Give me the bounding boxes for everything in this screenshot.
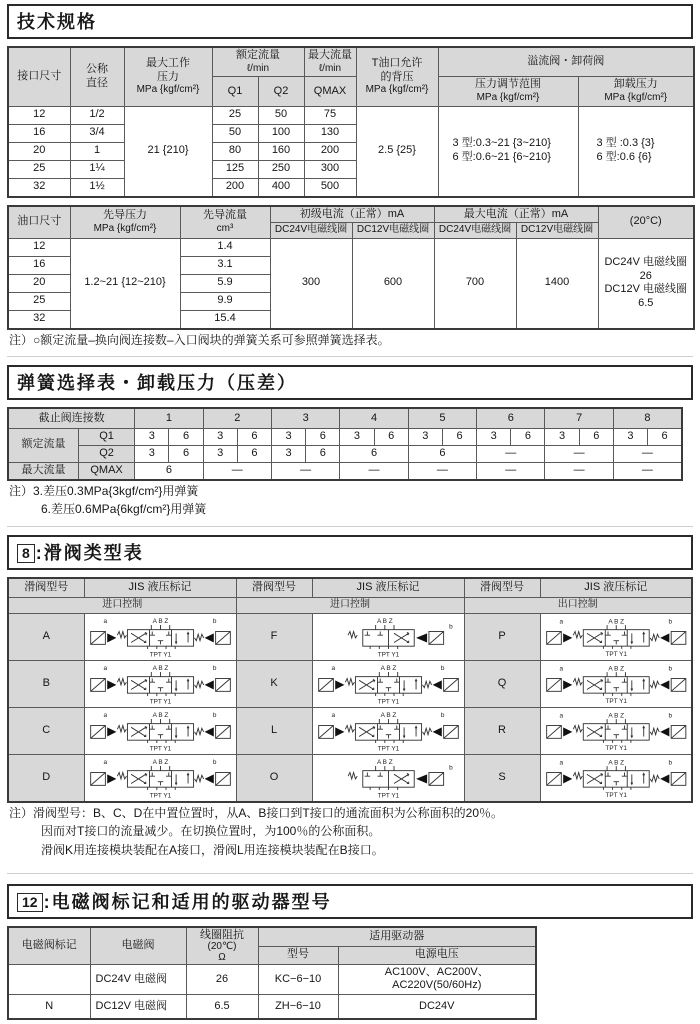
ports-tpt-label: TPT Y1 [377,792,399,800]
symbol-cell [84,707,236,754]
col-unload-pressure [578,77,694,106]
spool-model-cell: O [236,754,312,802]
row-label-rated-flow: 额定流量 [8,428,78,462]
valve-symbol-double-solenoid [87,662,234,706]
cell: 500 [304,178,356,197]
cell: 25 [8,160,70,178]
symbol-cell [540,660,692,707]
cell-unload-pressure [578,106,694,197]
valve-symbol-double-solenoid [315,662,462,706]
spool-model-cell: A [8,613,84,660]
valve-symbol-double-solenoid [315,709,462,753]
cell-model: ZH−6−10 [258,995,338,1019]
note-rated-flow: 注）○额定流量–换向阀连接数–入口阀块的弹簧关系可参照弹簧选择表。 [9,332,390,347]
cell: 250 [258,160,304,178]
ports-abz-label: A B Z [380,712,396,719]
cell: 75 [304,106,356,124]
cell: 20 [8,274,70,292]
col-conn-4: 4 [340,408,408,428]
section-title-tech-specs: 技术规格 [7,4,693,39]
cell-max-pressure: 21 {210} [124,106,212,197]
cell-model: KC−6−10 [258,964,338,995]
table-row [8,613,692,660]
cell: 6 [169,445,203,462]
label: 线圈阻抗 [200,928,244,941]
cell-voltage: AC100V、AC200V、AC220V(50/60Hz) [338,964,536,995]
valve-symbol-double-solenoid [543,756,690,800]
spool-model-cell: K [236,660,312,707]
port-b-label: b [667,712,672,720]
solenoid-driver-table [7,926,537,1020]
ports-abz-label: A B Z [380,665,396,672]
symbol-cell [84,660,236,707]
port-a-label: a [558,618,563,626]
port-b-label: b [667,618,672,626]
col-q1: Q1 [212,77,258,106]
cell-coil-resistance [598,238,694,329]
cell: — [477,462,545,479]
symbol-cell [84,613,236,660]
ports-tpt-label: TPT Y1 [377,698,399,706]
unit: MPa {kgf/cm²} [365,84,429,96]
spool-model-cell: B [8,660,84,707]
port-a-label: a [103,759,107,766]
spool-model-cell: S [464,754,540,802]
port-b-label: b [212,759,216,766]
valve-symbol-double-solenoid [543,662,690,706]
cell: 9.9 [180,292,270,310]
cell: — [613,462,682,479]
cell: 6 [374,428,408,445]
ports-abz-label: A B Z [152,618,168,625]
col-stop-valve-connections: 截止阀连接数 [8,408,135,428]
ports-abz-label: A B Z [607,712,624,720]
cell: 6 [306,428,340,445]
port-a-label: a [558,665,563,673]
col-dc12-coil: DC12V电磁线圈 [516,223,598,239]
note-spool-1: 注）滑阀型号：B、C、D在中置位置时，从A、B接口到T接口的通流面积为公称面积的20％。 [9,805,504,820]
label: 压力调节范围 [475,78,541,91]
cell: 6 [237,445,271,462]
label: 压力 [157,70,179,83]
cell: 130 [304,124,356,142]
col-spool-model: 滑阀型号 [464,578,540,598]
col-conn-8: 8 [613,408,682,428]
valve-symbol-double-solenoid [87,615,234,659]
cell: 3.1 [180,256,270,274]
valve-symbol-single-solenoid [315,756,462,800]
cell-mark: N [8,995,90,1019]
port-a-label: a [103,665,107,672]
cell: — [545,445,613,462]
col-driver-model: 型号 [258,946,338,964]
col-solenoid-mark: 电磁阀标记 [8,927,90,965]
label: 最大流量 [308,49,352,61]
value: DC12V 电磁线圈 [604,283,688,296]
col-dc24-coil: DC24V电磁线圈 [270,223,352,239]
ports-abz-label: A B Z [376,618,393,625]
unit: MPa {kgf/cm²} [604,92,668,103]
label: 公称 [86,63,108,75]
cell: 1½ [70,178,124,197]
cell-pilot-pressure: 1.2~21 {12~210} [70,238,180,329]
note-spring-3: 注）3.差压0.3MPa{3kgf/cm²}用弹簧 [9,483,199,498]
cell: 200 [304,142,356,160]
ports-tpt-label: TPT Y1 [605,651,627,659]
cell: 300 [304,160,356,178]
unit: MPa {kgf/cm²} [476,92,540,103]
port-a-label: a [558,712,563,720]
label: 先导流量 [203,209,247,221]
ports-abz-label: A B Z [152,665,168,672]
col-port-size: 接口尺寸 [8,47,70,106]
table-row-qmax [8,462,682,479]
cell: 160 [258,142,304,160]
cell: — [340,462,408,479]
cell-valve: DC12V 电磁阀 [90,995,186,1019]
unit: MPa {kgf/cm²} [136,84,200,96]
ports-abz-label: A B Z [607,618,624,626]
ports-abz-label: A B Z [607,759,624,767]
col-nominal-dia [70,47,124,106]
cell: 12 [8,238,70,256]
spec-table-flow [7,46,695,198]
valve-symbol-double-solenoid [87,709,234,753]
spool-model-cell: C [8,707,84,754]
value: 3 型 :0.3 {3} [596,137,655,150]
port-b-label: b [440,712,444,719]
table-row-q2 [8,445,682,462]
col-max-flow [304,47,356,77]
col-oil-port-size: 油口尺寸 [8,206,70,239]
cell: 3 [135,428,169,445]
col-pilot-flow [180,206,270,239]
ports-abz-label: A B Z [376,759,393,766]
cell: 6 [340,445,408,462]
cell: 6 [237,428,271,445]
ports-abz-label: A B Z [152,759,168,766]
symbol-cell [312,660,464,707]
port-a-label: a [331,665,335,672]
ports-tpt-label: TPT Y1 [149,792,171,800]
section-title-solenoid-marking [7,884,693,919]
table-row [8,660,692,707]
section-divider [7,526,693,527]
cell: 3 [271,445,305,462]
ports-tpt-label: TPT Y1 [377,745,399,753]
spool-model-cell: L [236,707,312,754]
port-a-label: a [331,712,335,719]
section-title-spool-types [7,535,693,570]
cell: 6 [408,445,476,462]
spool-model-cell: R [464,707,540,754]
spool-model-cell: Q [464,660,540,707]
cell-max-current-dc12: 1400 [516,238,598,329]
valve-symbol-double-solenoid [87,756,234,800]
valve-symbol-single-solenoid [315,615,462,659]
label: 的背压 [380,70,414,83]
cell: 15.4 [180,310,270,329]
valve-symbol-double-solenoid [543,615,690,659]
port-b-label: b [448,623,453,631]
cell: 3 [203,445,237,462]
cell: — [203,462,271,479]
col-solenoid-valve: 电磁阀 [90,927,186,965]
ports-tpt-label: TPT Y1 [149,698,171,706]
col-qmax: QMAX [304,77,356,106]
cell: 6 [579,428,613,445]
subheader-inlet-control: 进口控制 [8,598,236,614]
symbol-cell [540,707,692,754]
port-b-label: b [667,665,672,673]
port-b-label: b [440,665,444,672]
table-row [8,964,536,995]
row-label-q1: Q1 [78,428,134,445]
cell: 3 [477,428,511,445]
label: 卸载压力 [613,78,658,91]
ports-tpt-label: TPT Y1 [149,651,171,659]
cell-impedance: 6.5 [186,995,258,1019]
subheader-inlet-control: 进口控制 [236,598,464,614]
label: :滑阀类型表 [35,542,144,563]
col-jis-symbol: JIS 液压标记 [312,578,464,598]
cell: 3 [203,428,237,445]
cell: 125 [212,160,258,178]
cell: 200 [212,178,258,197]
cell: 6 [169,428,203,445]
cell-adjust-range [438,106,578,197]
label: 额定流量 [236,49,280,61]
col-dc24-coil: DC24V电磁线圈 [434,223,516,239]
cell-valve: DC24V 电磁阀 [90,964,186,995]
cell: — [545,462,613,479]
cell: 3 [271,428,305,445]
cell-max-current-dc24: 700 [434,238,516,329]
port-a-label: a [558,759,563,767]
cell: 1/2 [70,106,124,124]
cell: 1.4 [180,238,270,256]
cell: 400 [258,178,304,197]
cell-mark [8,964,90,995]
cell: 20 [8,142,70,160]
symbol-cell [312,613,464,660]
cell: 5.9 [180,274,270,292]
port-b-label: b [212,618,216,625]
symbol-cell [540,754,692,802]
cell-initial-current-dc24: 300 [270,238,352,329]
row-label-max-flow: 最大流量 [8,462,78,479]
col-dc12-coil: DC12V电磁线圈 [352,223,434,239]
table-row [8,995,536,1019]
cell: — [271,462,339,479]
spool-model-cell: P [464,613,540,660]
label: 先导压力 [103,209,147,221]
cell: 6 [135,462,203,479]
ports-tpt-label: TPT Y1 [149,745,171,753]
note-spring-6: 6.差压0.6MPa{6kgf/cm²}用弹簧 [41,502,207,517]
cell: 3 [340,428,374,445]
cell: 12 [8,106,70,124]
cell: 25 [212,106,258,124]
col-jis-symbol: JIS 液压标记 [540,578,692,598]
ports-tpt-label: TPT Y1 [605,792,627,800]
cell: 3 [135,445,169,462]
cell: 6 [511,428,545,445]
symbol-cell [312,707,464,754]
ports-tpt-label: TPT Y1 [605,698,627,706]
col-initial-current: 初级电流（正常）mA [270,206,434,223]
cell: 100 [258,124,304,142]
cell: 3 [545,428,579,445]
cell: 1¼ [70,160,124,178]
cell: 3 [408,428,442,445]
row-label-q2: Q2 [78,445,134,462]
row-label-qmax: QMAX [78,462,134,479]
col-jis-symbol: JIS 液压标记 [84,578,236,598]
table-row-q1 [8,428,682,445]
spring-selection-table [7,407,683,480]
label: 最大工作 [146,56,190,69]
label: 直径 [86,76,108,89]
port-b-label: b [212,665,216,672]
symbol-cell [84,754,236,802]
col-spool-model: 滑阀型号 [236,578,312,598]
valve-symbol-double-solenoid [543,709,690,753]
cell: 1 [70,142,124,160]
value: 6 型:0.6 {6} [596,151,652,163]
col-rated-flow [212,47,304,77]
cell: — [477,445,545,462]
table-row [8,754,692,802]
table-row [8,707,692,754]
port-a-label: a [103,618,107,625]
section-number-badge: 8 [17,544,35,563]
cell-initial-current-dc12: 600 [352,238,434,329]
ports-abz-label: A B Z [607,665,624,673]
unit: ℓ/min [318,62,342,74]
col-relief-unload-valve: 溢流阀・卸荷阀 [438,47,694,77]
col-pilot-pressure [70,206,180,239]
col-pressure-adjust-range [438,77,578,106]
cell: 50 [212,124,258,142]
cell: 25 [8,292,70,310]
col-q2: Q2 [258,77,304,106]
unit: cm³ [216,222,234,234]
note-spool-3: 滑阀K用连接模块装配在A接口，滑阀L用连接模块装配在B接口。 [41,842,384,857]
unit: Ω [218,951,226,963]
value: 3 型:0.3~21 {3~210} [452,137,551,150]
port-b-label: b [448,764,453,772]
cell: 32 [8,310,70,329]
value: DC24V 电磁线圈 [604,255,688,268]
spec-table-pilot-current [7,205,695,330]
cell: 6 [648,428,682,445]
col-conn-7: 7 [545,408,613,428]
col-coil-impedance [186,927,258,965]
value: 26 [639,269,652,282]
col-spool-model: 滑阀型号 [8,578,84,598]
cell: — [613,445,682,462]
cell-impedance: 26 [186,964,258,995]
col-t-port-backpressure [356,47,438,106]
note-spool-2: 因而对T接口的流量减少。在切换位置时，为100％的公称面积。 [41,824,381,839]
cell: 32 [8,178,70,197]
section-number-badge: 12 [17,893,43,912]
cell: 3 [613,428,647,445]
symbol-cell [540,613,692,660]
cell: 16 [8,256,70,274]
spool-type-table [7,577,693,803]
cell: 3/4 [70,124,124,142]
unit: MPa {kgf/cm²} [93,222,157,234]
col-conn-5: 5 [408,408,476,428]
cell: 6 [442,428,476,445]
spool-model-cell: D [8,754,84,802]
cell-voltage: DC24V [338,995,536,1019]
ports-tpt-label: TPT Y1 [605,745,627,753]
unit: ℓ/min [246,62,270,74]
col-conn-2: 2 [203,408,271,428]
cell-backpressure: 2.5 {25} [356,106,438,197]
col-applicable-driver: 适用驱动器 [258,927,536,947]
label: (20℃) [207,940,237,952]
value: 6.5 [638,297,654,309]
ports-tpt-label: TPT Y1 [377,651,399,659]
col-conn-6: 6 [477,408,545,428]
table-row [8,238,694,256]
spool-model-cell: F [236,613,312,660]
col-supply-voltage: 电源电压 [338,946,536,964]
cell: 16 [8,124,70,142]
col-max-current: 最大电流（正常）mA [434,206,598,223]
cell: — [408,462,476,479]
cell: 6 [306,445,340,462]
value: 6 型:0.6~21 {6~210} [452,151,551,163]
port-b-label: b [667,759,672,767]
port-b-label: b [212,712,216,719]
section-title-spring-selection: 弹簧选择表・卸载压力（压差） [7,365,693,400]
section-divider [7,873,693,874]
col-coil-resistance-20c: (20°C) [598,206,694,239]
subheader-outlet-control: 出口控制 [464,598,692,614]
cell: 50 [258,106,304,124]
port-a-label: a [103,712,107,719]
ports-abz-label: A B Z [152,712,168,719]
label: :电磁阀标记和适用的驱动器型号 [43,891,332,912]
section-divider [7,356,693,357]
col-conn-3: 3 [271,408,339,428]
col-conn-1: 1 [135,408,203,428]
symbol-cell [312,754,464,802]
table-row [8,106,694,124]
cell: 80 [212,142,258,160]
label: T油口允许 [371,56,423,69]
col-max-pressure [124,47,212,106]
